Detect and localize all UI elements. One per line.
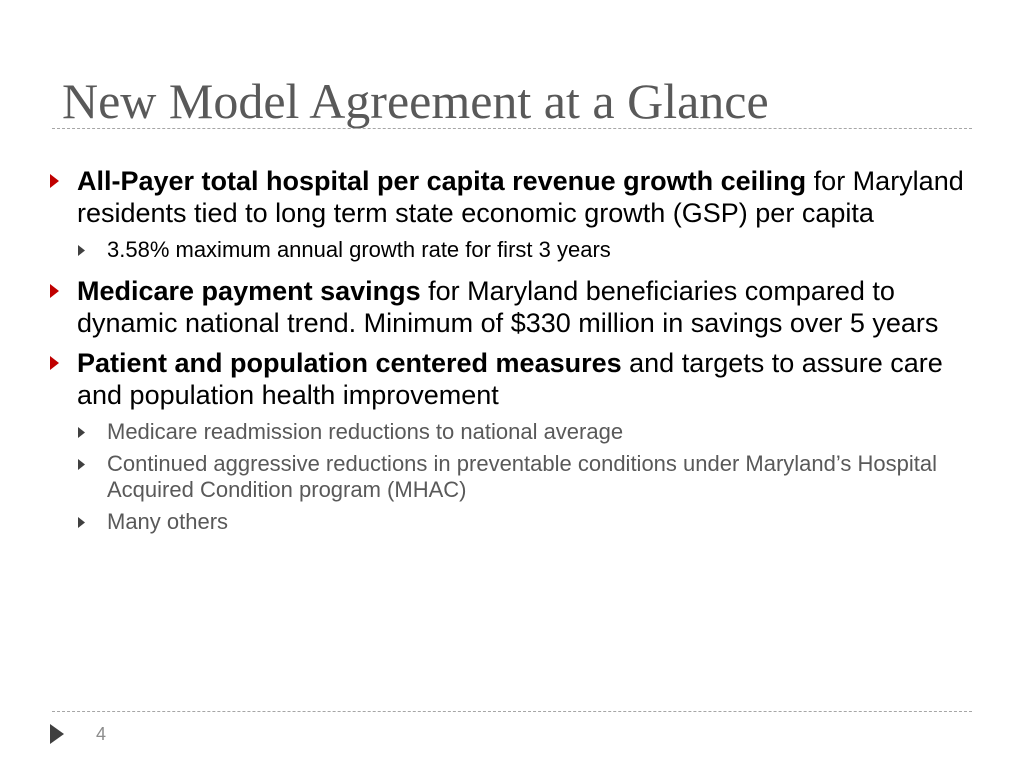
footer-divider: [52, 711, 972, 712]
red-triangle-bullet-icon: [50, 356, 59, 370]
sub-bullet-item: [45, 451, 975, 503]
bullet-text: for Maryland beneficiaries compared to dynamic national trend. Minimum of $330 million in savings over 5 years: [77, 276, 939, 338]
red-triangle-bullet-icon: [50, 174, 59, 188]
bullet-list: [45, 165, 975, 541]
bullet-bold-text: Medicare payment savings: [77, 276, 421, 306]
sub-bullet-text: Continued aggressive reductions in preventable conditions under Maryland’s Hospital Acquired Condition program (MHAC): [107, 451, 937, 502]
triangle-sub-bullet-icon: [78, 245, 85, 256]
bullet-item: [45, 275, 975, 339]
triangle-sub-bullet-icon: [78, 517, 85, 528]
sub-bullet-item: [45, 419, 975, 445]
triangle-sub-bullet-icon: [78, 459, 85, 470]
sub-bullet-item: [45, 509, 975, 535]
footer-triangle-icon: [50, 724, 64, 749]
sub-bullet-text: 3.58% maximum annual growth rate for first 3 years: [107, 237, 611, 262]
bullet-text: for Maryland residents tied to long term state economic growth (GSP) per capita: [77, 166, 964, 228]
title-divider: [52, 128, 972, 129]
sub-bullet-text: Many others: [107, 509, 229, 534]
bullet-bold-text: All-Payer total hospital per capita revenue growth ceiling: [77, 166, 807, 196]
slide-title: New Model Agreement at a Glance: [62, 73, 769, 129]
page-number: 4: [96, 724, 107, 744]
bullet-item: [45, 347, 975, 411]
sub-bullet-text: Medicare readmission reductions to national average: [107, 419, 624, 444]
bullet-item: [45, 165, 975, 229]
bullet-bold-text: Patient and population centered measures: [77, 348, 622, 378]
bullet-text: and targets to assure care and population health improvement: [77, 348, 943, 410]
triangle-sub-bullet-icon: [78, 427, 85, 438]
sub-bullet-item: [45, 237, 975, 263]
red-triangle-bullet-icon: [50, 284, 59, 298]
